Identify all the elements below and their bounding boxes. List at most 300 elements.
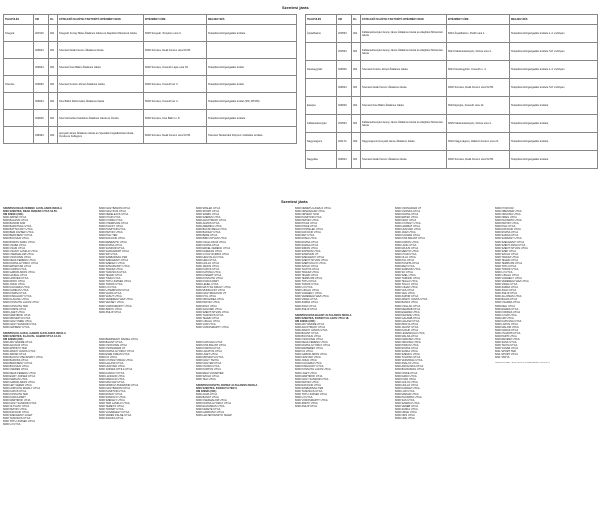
- table-row: [4, 127, 297, 144]
- street-entry: 6600 ORGONA UTCA: [395, 341, 421, 345]
- table-cell: Szentesi Deák Ferenc Általános Iskola: [58, 42, 144, 59]
- table-cell: 029624: [337, 79, 352, 97]
- street-entry: 6600 ARANY JÁNOS UTCA: [395, 298, 428, 302]
- street-entry: 6600 MAGYAR UTCA: [99, 380, 125, 384]
- street-entry: 6600 ÉRTÉK UTCA: [395, 216, 418, 220]
- street-entry: 6600 SZARKA UTCA: [395, 402, 420, 405]
- street-entry: 6600 KOSSUTH LAJOS UTCA: [3, 301, 39, 305]
- table-cell: 6624 Eperjes, Kossuth utca 12.: [447, 97, 510, 115]
- table-cell: Fábiánsebestyéni Arany János Általános Iskola és Alapfokú Művészeti Iskola: [361, 115, 447, 133]
- street-entry: 6600 MÁLNA UTCA: [395, 334, 419, 338]
- street-entry: 6600 ÁRPÁD UTCA: [3, 216, 27, 220]
- street-entry: 6600 CSILLAG UTCA: [395, 304, 421, 308]
- street-entry: 6600 NAGY SÁNDOR UTCA: [3, 322, 37, 326]
- street-entry: 6600 PETŐFI UTCA: [495, 222, 519, 226]
- street-entry: 6600 VASUT UTCA: [99, 295, 122, 299]
- street-entry: 6600 ARANY JÁNOS UTCA: [3, 350, 36, 354]
- street-entry: 6600 KÁRÁSZ UTCA: [395, 386, 420, 390]
- street-entry: 6600 KÁPOLNA UTCA: [495, 319, 522, 323]
- street-entry: 6600 TÓTH UTCA: [295, 280, 317, 284]
- table-cell: Nagymágocsi Hunyadi János Általános Iskola: [361, 133, 447, 151]
- street-entry: 6600 CSÁKI UTCA: [3, 246, 26, 250]
- street-entry: 6600 APPONYI TÉR: [3, 347, 27, 351]
- street-entry: 6600 KISS BÁLINT UTCA: [196, 344, 226, 348]
- street-entry: 6600 BAJZA UTCA: [495, 298, 518, 302]
- street-entry: 6600 VAS UTCA: [395, 289, 415, 293]
- table-cell: 002: [49, 127, 58, 144]
- street-entry: 6600 MADÁCH UTCA: [99, 377, 125, 381]
- street-entry: 6600 BERCSÉNYI UTCA: [3, 234, 33, 238]
- street-entry: 6600 BAROSS UTCA: [3, 359, 29, 363]
- street-entry: 6600 PÁRTOS UTCA: [196, 368, 221, 372]
- table-cell: Szentesi Kiss Bálint Általános Iskola: [58, 59, 144, 76]
- street-entry: 6600 HALÁSZ UTCA: [99, 362, 124, 366]
- table-cell: 001: [49, 59, 58, 76]
- table-cell: [207, 42, 297, 59]
- street-entry: 6600 KURCA PART: [196, 280, 219, 284]
- street-entry: 6600 ZÖLD UTCA: [295, 304, 317, 308]
- table-cell: [4, 110, 34, 127]
- street-entry: 6600 SPALEK UTCA: [196, 207, 221, 210]
- table-cell: Szentesi Tankerületi Központ működési területe: [207, 127, 297, 144]
- street-entry: 6600 GYÓGYFÜRDŐ UTCA: [196, 252, 230, 256]
- street-entry: 6600 CSERES UTCA: [3, 368, 28, 372]
- street-entry: 6600 NAGY SÁNDOR UTCA: [3, 402, 37, 405]
- street-entry: 6600 ZSILIP UTCA: [295, 405, 318, 409]
- street-entry: 6600 BÁNÁT UTCA: [196, 395, 219, 399]
- table-cell: 6600 Szentes, Deák Ferenc utca 53-55.: [447, 151, 510, 169]
- street-entry: 6600 ZÁPOR UTCA: [395, 295, 419, 299]
- street-entry: 6600 PIAC TÉR: [99, 234, 118, 238]
- street-entry: 6600 FŐ UTCA: [295, 350, 313, 354]
- street-entry: 6600 VÁSÁRHELYI UTCA: [99, 411, 130, 415]
- street-entry: 6600 NAGYBÁNOM UTCA: [99, 207, 131, 210]
- street-entry: 6600 TEMPLOM UTCA: [495, 261, 523, 265]
- street-entry: 6600 MÁRTÍROK ÚTJA: [3, 313, 31, 317]
- table-cell: Települési közigazgatási területe 5-8. évfolyam: [510, 43, 598, 61]
- street-entry: 6600 PIPACS UTCA: [395, 344, 419, 348]
- street-entry: 6600 MÁTYÁS KIRÁLY UTCA: [196, 286, 231, 290]
- street-entry: 6600 FEKETE UTCA: [196, 408, 221, 412]
- street-entry: 6600 VÁRHEGY UTCA: [495, 277, 522, 281]
- street-entry: 6600 BÁLINT UTCA: [295, 331, 319, 335]
- school-table-right: [305, 14, 598, 169]
- column-header: OM: [337, 15, 352, 25]
- street-entry: 6600 ÖRS UTCA: [395, 414, 415, 418]
- street-entry: 6600 VÉG UTCA: [395, 292, 415, 296]
- street-entry: 6600 FECSKE UTCA: [395, 313, 420, 317]
- street-entry: 6600 KOSSUTH LAJOS UTCA: [295, 368, 331, 372]
- table-row: [306, 151, 598, 169]
- table-cell: Települési közigazgatási terület: [207, 59, 297, 76]
- table-row: [306, 25, 598, 43]
- street-entry: 6600 JÓZSEF ATTILA UTCA: [99, 368, 133, 372]
- street-entry: 6600 VIRÁG UTCA: [295, 298, 318, 302]
- street-entry: 6600 JÁCINT UTCA: [395, 325, 419, 329]
- street-entry: 6600 ÚJ UTCA: [295, 395, 313, 399]
- table-cell: Települési közigazgatási területe: [510, 115, 598, 133]
- column-header: MEGJEGYZÉS: [510, 15, 598, 25]
- street-entry: 6600 ÉRTÉKTÁR UTCA: [3, 264, 32, 268]
- street-entry: 6600 RÉGI VÁSÁRTÉR: [196, 371, 224, 375]
- street-entry: 6600 OBESTER UTCA: [495, 210, 522, 214]
- table-row: [4, 25, 297, 42]
- street-entry: 6600 HEGYALJA UTCA: [196, 255, 224, 259]
- street-entry: 6600 PÁLFFY UTCA: [99, 225, 124, 229]
- table-cell: Hunyadi János Általános Iskola és Speciális Foglalkoztató Iskola, Óvoda és Kollégium: [58, 127, 144, 144]
- street-entry: 6600 VERÉB UTCA: [395, 405, 419, 409]
- table-cell: Települési közigazgatási területe: [510, 97, 598, 115]
- street-entry: 6600 BACSÓ BÉLA UTCA: [196, 228, 227, 232]
- street-entry: 6600 SÁGVÁRI UTCA: [196, 307, 222, 311]
- street-entry: 6600 HOLLÓ UTCA: [395, 383, 419, 387]
- street-entry: 6600 PÁSZTOR UTCA: [295, 216, 322, 220]
- street-entry: 6600 TELEKI UTCA: [196, 316, 220, 320]
- table-cell: 6600 Szentes, Deák Ferenc utca 53-55.: [144, 42, 207, 59]
- table-cell: 001: [352, 151, 361, 169]
- table-cell: 6622 Nagymágocs, Rákóczi Ferenc utca 21.: [447, 133, 510, 151]
- table-cell: Nagytőke: [306, 151, 337, 169]
- street-entry: 6600 TANYA UTCA: [495, 344, 518, 348]
- table-cell: Kiss Bálint Református Általános Iskola: [58, 93, 144, 110]
- street-entry: 6600 ALMA UTCA: [196, 392, 218, 396]
- table-cell: 029629: [337, 61, 352, 79]
- table-cell: Települési közigazgatási terület (SNI, BTMN): [207, 93, 297, 110]
- street-entry: 6600 SZÉP UTCA: [495, 249, 516, 253]
- table-row: [4, 42, 297, 59]
- street-entry: 6600 HALÁSZ UTCA: [395, 319, 420, 323]
- street-entry: 6600 TÁRNOK UTCA: [395, 277, 421, 281]
- street-entry: 6600 DÓZSA UTCA: [395, 213, 419, 217]
- street-entry: 6600 PETŐFI UTCA: [3, 408, 27, 412]
- table-cell: 038464: [34, 127, 49, 144]
- table-cell: 001: [352, 79, 361, 97]
- street-entry: 6600 DEÁK FERENC UTCA: [3, 371, 36, 375]
- street-entry: 6600 BEM JÓZSEF UTCA: [3, 231, 34, 235]
- street-entry: 6600 ORCHIDEA UTCA: [196, 298, 224, 302]
- street-entry: 6600 HÉKI UTCA: [196, 258, 217, 262]
- table-cell: Települési közigazgatási területe: [510, 133, 598, 151]
- street-entry: 6600 PETŐFI UTCA: [295, 219, 319, 223]
- street-entry: 6600 VÁSÁR UTCA: [495, 347, 519, 351]
- street-entry: 6600 ALFÖLDI UTCA: [3, 344, 28, 348]
- street-entry: SZENTESI KLAUZÁL GÁBOR ÁLTALÁNOS ISKOLA: [3, 331, 66, 335]
- street-entry: 6600 ÖREG UTCA: [495, 216, 517, 220]
- street-entry: 6600 EGRY JÓZSEF UTCA: [3, 374, 36, 378]
- street-entry: 6600 TÁNCSICS UTCA: [295, 389, 323, 393]
- street-entry: 6600 SZABADSÁG TÉR: [295, 386, 324, 390]
- column-header: KÖTELEZŐ FELVÉTELT BIZTOSÍTÓ INTÉZMÉNY NEVE: [361, 15, 447, 25]
- street-entry: 6600 RÉT UTCA: [295, 234, 315, 238]
- street-entry: 6600 GÁBOR ÁRON UTCA: [3, 270, 35, 274]
- table-cell: 029629: [337, 97, 352, 115]
- table-cell: 200533: [337, 115, 352, 133]
- street-list-column: [3, 207, 98, 426]
- street-entry: 6600 SZÉPVÖLGYI UTCA: [295, 261, 326, 265]
- street-entry: 6600 ÚJFALU UTCA: [196, 319, 220, 323]
- street-entry: 6600 ESZE TAMÁS UTCA: [99, 353, 130, 357]
- table-row: [306, 115, 598, 133]
- street-entry: 6600 PÓSTELEK UTCA: [295, 228, 323, 232]
- table-cell: Települési közigazgatási területe: [207, 25, 297, 42]
- street-entry: 6600 JÓKAI UTCA: [3, 283, 25, 287]
- street-entry: 6600 PÁL UTCA: [395, 258, 415, 262]
- table-row: [306, 43, 598, 61]
- street-entry: 6600 RÁKÓCZI UTCA: [295, 383, 321, 387]
- street-entry: 6600 GÁRDONYI UTCA: [196, 411, 225, 415]
- table-cell: 201172: [337, 133, 352, 151]
- street-entry: 6600 PETŐFI UTCA: [295, 380, 319, 384]
- table-row: [306, 61, 598, 79]
- street-entry: 6600 CSÁRDA UTCA: [495, 301, 520, 305]
- street-entry: 6600 BARÁTSÁG UTCA: [3, 225, 32, 229]
- street-entry: 6600 HUNYADI UTCA: [395, 228, 421, 232]
- street-entry: 6600 ÚJTEMPLOM UTCA: [99, 289, 130, 293]
- street-entry: 6600 ORGONA UTCA: [495, 213, 521, 217]
- street-entry: 6600 BÁLINT UTCA: [99, 341, 123, 345]
- street-entry: 6600 LÁNG UTCA: [395, 243, 417, 247]
- street-entry: 6600 DÓZSA UTCA: [196, 243, 220, 247]
- street-entry: 6600 HOLLÓ UTCA: [196, 261, 220, 265]
- street-entry: 6600 BÚZAVIRÁG UTCA: [395, 368, 425, 372]
- street-entry: 6600 SZENT ANNA UTCA: [495, 243, 526, 247]
- table-row: [306, 133, 598, 151]
- street-entry: 6600 MÁRTÍROK ÚTJA: [295, 374, 323, 378]
- street-entry: 6600 ÉLMUNKÁS UTCA: [196, 405, 225, 409]
- table-cell: 029634: [34, 93, 49, 110]
- street-entry: 6600 SZENTES, KOSSUTH LAJOS UTCA 18.: [295, 316, 350, 320]
- street-entry: 6600 JÁNOS UTCA: [196, 264, 219, 268]
- column-header: TELEPÜLÉS: [4, 15, 34, 25]
- street-entry: OM 029630 (001): [196, 389, 217, 393]
- street-entry: 6600 KÖRTE UTCA: [3, 307, 27, 311]
- street-entry: 6600 PETŐFI UTCA: [99, 231, 123, 235]
- street-entry: 6600 BERZSENYI DÁNIEL UTCA: [99, 338, 138, 342]
- street-entry: 6600 TARI LÁSZLÓ UTCA: [99, 402, 130, 405]
- table-cell: 6623 Árpádhalom, Petőfi utca 1.: [447, 25, 510, 43]
- street-entry: 6600 SZEGFŰ UTCA: [395, 353, 420, 357]
- street-entry: 6600 ÁLLOMÁS UTCA: [495, 295, 522, 299]
- street-entry: 6600 PÁSZTOR UTCA: [99, 228, 126, 232]
- table-cell: Települési közigazgatási területe: [510, 151, 598, 169]
- street-entry: 6600 FARKAS UTCA: [3, 377, 28, 381]
- table-cell: 029624: [34, 59, 49, 76]
- street-entry: 6600 HORVÁTH MIHÁLY UTCA: [3, 386, 41, 390]
- street-entry: 6600 TELEKI UTCA: [99, 274, 123, 278]
- street-entry: 6600 BALASSI UTCA: [3, 219, 29, 223]
- street-entry: 6600 SÁRGA UTCA: [495, 234, 519, 238]
- street-entry: 6600 FÜRDŐ UTCA: [3, 267, 27, 271]
- street-entry: 6600 VIRÁG UTCA: [495, 283, 518, 287]
- table-cell: 001: [49, 76, 58, 93]
- street-entry: 6600 CSERHALOM UTCA: [3, 252, 34, 256]
- street-entry: 6600 HONVÉD UTCA: [3, 277, 29, 281]
- street-entry: 6600 ZRÍNYI UTCA: [295, 402, 318, 405]
- street-entry: 6600 HALTENYÉSZTŐ TELEP: [196, 414, 232, 418]
- street-entry: 6600 SÓ UTCA: [395, 270, 414, 274]
- page-title: Szentesi járás: [282, 5, 309, 10]
- street-entry: 6600 NEFELEJCS UTCA: [99, 213, 129, 217]
- table-cell: Fábiánsebestyén: [306, 115, 337, 133]
- street-entry: 6600 RÉZ UTCA: [395, 264, 415, 268]
- street-entry: 6600 HUNYADI UTCA: [295, 356, 321, 360]
- street-entry: 6600 SÁNC UTCA: [495, 341, 517, 345]
- table-cell: 001: [352, 115, 361, 133]
- street-entry: 6600 MADÁR UTCA: [395, 392, 419, 396]
- street-entry: 6600 KINIZSI UTCA: [3, 292, 27, 296]
- street-entry: 6600 GÓLYA UTCA: [395, 380, 418, 384]
- street-entry: 6600 DÓZSA GYÖRGY UTCA: [196, 402, 232, 405]
- street-entry: 6600 FORRÁS UTCA: [495, 310, 521, 314]
- street-entry: 6600 FÉNY UTCA: [395, 219, 417, 223]
- column-header: INTÉZMÉNY CÍME: [144, 15, 207, 25]
- street-entry: 6600 VERESEGYHÁZ UTCA: [99, 298, 133, 302]
- street-entry: 6600 ALKOTMÁNY UTCA: [295, 325, 326, 329]
- street-entry: 6600 VERES PÁLNÉ UTCA: [99, 414, 132, 418]
- street-entry: 6600 VÖRÖSMARTY UTCA: [295, 398, 328, 402]
- street-entry: 6600 SZŐLŐ UTCA: [495, 252, 519, 256]
- table-row: [4, 76, 297, 93]
- street-entry: 6600 DÓZSA GYÖRGY UTCA: [295, 344, 331, 348]
- school-table-left: [3, 14, 297, 144]
- street-entry: 6600 ZSILIP UTCA: [295, 307, 318, 311]
- street-entry: 6600 CSONGRÁDI ÚT: [99, 347, 126, 351]
- table-cell: 029630: [34, 76, 49, 93]
- street-entry: OM 029624 (001): [3, 213, 24, 217]
- street-entry: 6600 TISZA UTCA: [99, 277, 121, 281]
- street-entry: 6600 HARMAT UTCA: [395, 225, 420, 229]
- street-entry: 6600 PÁSZTOR UTCA: [99, 389, 126, 393]
- street-entry: 6600 LIGET UTCA: [295, 371, 317, 375]
- street-entry: 6600 SÁRKÁNY UTCA: [495, 237, 522, 241]
- street-entry: 6600 BATTHYÁNY UTCA: [3, 228, 33, 232]
- street-entry: 6600 REMÉNYIK UTCA: [99, 240, 127, 244]
- street-entry: 6600 MUNKÁCSY UTCA: [196, 289, 225, 293]
- street-entry: 6600 BÁNÁT UTCA: [395, 301, 418, 305]
- street-entry: 6600 LIGET UTCA: [3, 310, 25, 314]
- table-cell: 029625: [34, 110, 49, 127]
- street-entry: 6600 RÓZSA UTCA: [99, 243, 123, 247]
- street-entry: 6600 OLTVÁNY UTCA: [3, 405, 30, 409]
- street-entry: 6600 ÚJ UTCA: [99, 286, 117, 290]
- street-entry: 6600 HÉT VEZÉR UTCA: [3, 383, 32, 387]
- table-cell: Települési közigazgatási terület: [207, 76, 297, 93]
- street-entry: 6600 TÖRÖK UTCA: [99, 283, 123, 287]
- street-entry: 6600 EGRES UTCA: [495, 307, 519, 311]
- street-entry: 6600 CSOKONAI UTCA: [295, 338, 323, 342]
- street-entry: 6600 ÜDE UTCA: [395, 417, 415, 421]
- street-entry: 6600 ÉGERFA UTCA: [395, 310, 420, 314]
- street-entry: 6600 TÖRÖK UTCA: [495, 267, 519, 271]
- street-entry: 6600 LAPOS UTCA: [495, 322, 518, 326]
- street-entry: 6600 BAJCSY-ZSILINSZKY UTCA: [3, 356, 43, 360]
- street-entry: 6600 SZENT ISTVÁN UTCA: [196, 310, 229, 314]
- street-entry: 6600 HUNYADI UTCA: [99, 365, 125, 369]
- street-entry: 6600 KAPOLNA UTCA: [196, 341, 223, 345]
- street-entry: 6600 SZEPES UTCA: [196, 216, 221, 220]
- street-entry: 6600 SZIVÁRVÁNY UTCA: [99, 264, 130, 268]
- street-entry: 6600 TÁNCSICS UTCA: [3, 417, 31, 421]
- street-entry: 6600 SZÉCHENYI LIGET: [3, 414, 33, 418]
- street-entry: 6600 SZENTES, DEÁK FERENC UTCA 53-55.: [3, 210, 58, 214]
- street-entry: 6600 FAZEKAS UTCA: [196, 249, 222, 253]
- table-row: [306, 79, 598, 97]
- street-entry: 6600 SIMON UTCA: [295, 246, 318, 250]
- street-entry: 6600 TELEKI UTCA: [295, 274, 319, 278]
- street-entry: 6600 SOMOGYI UTCA: [99, 395, 126, 399]
- street-entry: 6600 NYÁR UTCA: [395, 252, 417, 256]
- street-entry: 6600 VÁR UTCA: [196, 322, 216, 326]
- street-entry: 6600 GYÁR UTCA: [495, 313, 517, 317]
- street-entry: 6600 KÁLVÁRIA UTCA: [3, 286, 30, 290]
- street-list-column: [99, 207, 194, 420]
- column-header: MEGJEGYZÉS: [207, 15, 297, 25]
- street-entry: 6600 SÁRGAPART UTCA: [99, 249, 129, 253]
- street-entry: 6600 RÓNAY UTCA: [99, 392, 123, 396]
- street-entry: 6600 TEMETŐ UTCA: [99, 405, 125, 409]
- street-entry: 6600 ÓTEMPLOM UTCA: [99, 222, 129, 226]
- street-entry: 6600 PICAS UTCA: [295, 222, 318, 226]
- street-entry: 6600 CSONKA UTCA: [395, 210, 421, 214]
- street-entry: 6600 NÉMETH LÁSZLÓ UTCA: [295, 207, 331, 210]
- table-cell: Szentes: [4, 76, 34, 93]
- column-header: FH.: [352, 15, 361, 25]
- street-entry: 6600 TÓPART UTCA: [99, 408, 124, 412]
- street-entry: 6600 TAVASZ UTCA: [495, 255, 519, 259]
- street-entry: 6600 KATONA UTCA: [196, 270, 221, 274]
- table-cell: 029624: [34, 42, 49, 59]
- table-cell: 6600 Szentes, Kossuth tér 2.: [144, 93, 207, 110]
- street-entry: 6600 NYÍL UTCA: [196, 295, 216, 299]
- street-entry: 6600 SZŐLŐ UTCA: [295, 264, 319, 268]
- street-entry: SZENTESI DEÁK FERENC ÁLTALÁNOS ISKOLA: [3, 207, 62, 210]
- street-entry: 6600 PACSIRTA UTCA: [395, 395, 422, 399]
- street-entry: 6600 SZENT ISTVÁN UTCA: [295, 258, 328, 262]
- street-entry: 6600 NAPFÉNY UTCA: [3, 325, 30, 329]
- street-entry: 6600 SZARVASI ÚT: [295, 252, 319, 256]
- table-cell: Fábiánsebestyéni Arany János Általános Iskola és Alapfokú Művészeti Iskola: [361, 25, 447, 43]
- street-entry: 6600 PACSIRTA UTCA: [495, 219, 522, 223]
- table-cell: Szentesi Deák Ferenc Általános Iskola: [361, 79, 447, 97]
- street-list-column: [295, 207, 393, 408]
- table-cell: Szent Erzsébet Katolikus Általános Iskola és Óvoda: [58, 110, 144, 127]
- street-entry: 6600 SZENT ISTVÁN UTCA: [495, 246, 528, 250]
- street-entry: 6600 SÁRGA UTCA: [295, 243, 319, 247]
- table-cell: 6600 Szentes, Kossuth Lajos utca 18.: [144, 59, 207, 76]
- street-entry: 6600 VAJDA UTCA: [99, 292, 122, 296]
- street-entry: 6600 RÁKÓCZI UTCA: [3, 411, 29, 415]
- street-entry: 6600 NÁRCISZ UTCA: [395, 338, 421, 342]
- table-cell: [4, 42, 34, 59]
- street-entry: 6600 ÚJ UTCA: [295, 286, 313, 290]
- street-entry: 6600 VÉCSEY UTCA: [99, 301, 124, 305]
- street-entry: 6600 CSÁNYI LÁSZLÓ UTCA: [3, 249, 38, 253]
- street-entry: 6600 SZENTES, KLAUZÁL GÁBOR UTCA 12-16.: [3, 334, 62, 338]
- street-entry: DEREKEGYHÁZ TELEPÜLÉS KÖZIGAZGATÁSI TERÜLETE: [495, 362, 550, 365]
- street-entry: 6600 KARIKÁS UTCA: [3, 289, 29, 293]
- column-header: TELEPÜLÉS: [306, 15, 337, 25]
- street-entry: 6600 TAVASZ UTCA: [99, 267, 123, 271]
- street-entry: 6600 ZÁNKA UTCA: [395, 408, 418, 412]
- street-entry: 6600 LIGET UTCA: [196, 353, 218, 357]
- street-entry: 6600 KISKERT UTCA: [196, 274, 222, 278]
- table-cell: 6625 Fábiánsebestyén, Dózsa utca 3.: [447, 115, 510, 133]
- street-entry: 6600 ÓVODA UTCA: [196, 365, 220, 369]
- street-entry: 6600 ALKOTMÁNY UTCA: [196, 219, 227, 223]
- street-entry: 6600 LAKATOS UTCA: [196, 350, 222, 354]
- table-header-row: [4, 15, 297, 25]
- street-entry: 6600 CSOKONAI UTCA: [99, 344, 127, 348]
